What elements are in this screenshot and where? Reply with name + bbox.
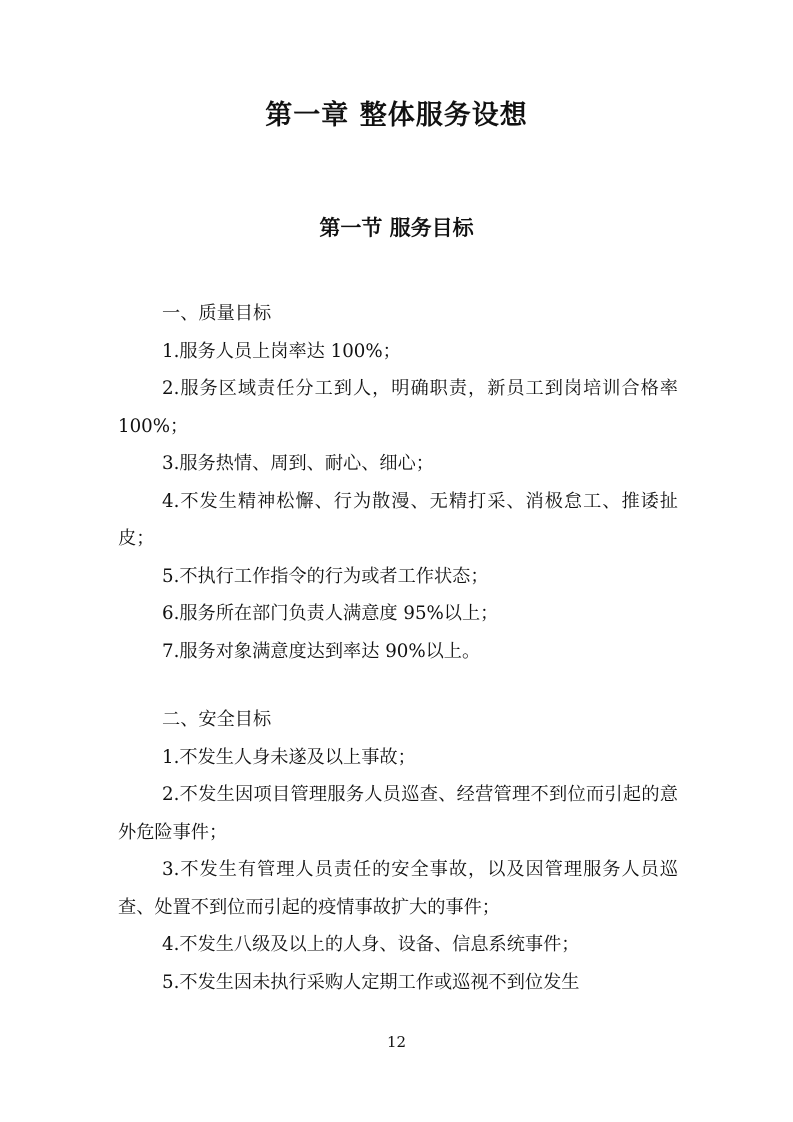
- safety-goal-item: 5.不发生因未执行采购人定期工作或巡视不到位发生: [162, 971, 580, 993]
- quality-goal-item: 4.不发生精神松懈、行为散漫、无精打采、消极怠工、推诿扯皮；: [118, 490, 678, 549]
- safety-goal-item: 4.不发生八级及以上的人身、设备、信息系统事件；: [162, 934, 580, 955]
- quality-goal-item: 6.服务所在部门负责人满意度 95%以上；: [162, 603, 499, 624]
- page-number: 12: [386, 1033, 407, 1051]
- quality-goals-section: [118, 295, 678, 670]
- safety-goals-heading: 二、安全目标: [162, 709, 272, 730]
- safety-goals-section: [118, 701, 678, 1001]
- safety-goal-item: 2.不发生因项目管理服务人员巡查、经营管理不到位而引起的意外危险事件；: [118, 784, 678, 843]
- safety-goal-item: 3.不发生有管理人员责任的安全事故，以及因管理服务人员巡查、处置不到位而引起的疫情事故扩大的事件；: [118, 859, 678, 918]
- quality-goals-heading: 一、质量目标: [162, 303, 272, 324]
- section-title: 第一节 服务目标: [319, 216, 474, 240]
- quality-goal-item: 1.服务人员上岗率达 100%；: [162, 340, 401, 362]
- chapter-title: 第一章 整体服务设想: [265, 100, 528, 131]
- safety-goal-item: 1.不发生人身未遂及以上事故；: [162, 746, 416, 768]
- quality-goal-item: 3.服务热情、周到、耐心、细心；: [162, 453, 434, 474]
- quality-goal-item: 7.服务对象满意度达到率达 90%以上。: [162, 640, 481, 662]
- quality-goal-item: 2.服务区域责任分工到人，明确职责，新员工到岗培训合格率 100%；: [118, 378, 678, 437]
- quality-goal-item: 5.不执行工作指令的行为或者工作状态；: [162, 565, 489, 587]
